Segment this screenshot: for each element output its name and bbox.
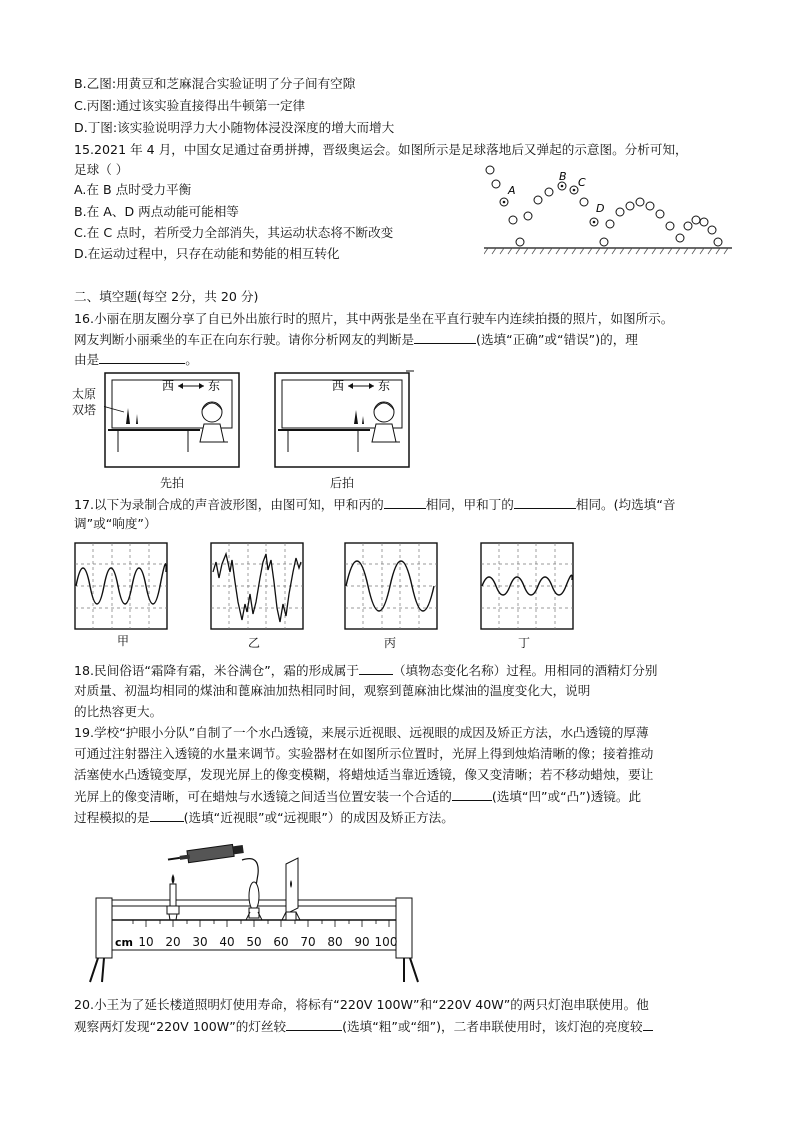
q14-option-d: D.丁图:该实验说明浮力大小随物体浸没深度的增大而增大 (74, 120, 395, 135)
blank (150, 807, 184, 822)
waveform-bing (344, 542, 438, 630)
ruler-tick: 100 (374, 935, 398, 949)
bouncing-ball-figure (484, 164, 736, 258)
q17-line1: 17.以下为录制合成的声音波形图，由图可知，甲和丙的 相同，甲和丁的 相同。(均选填“音 (74, 494, 675, 515)
q18-line1: 18.民间俗语“霜降有霜，米谷满仓”，霜的形成属于 （填物态变化名称）过程。用相同的酒精灯分别 (74, 660, 657, 681)
section-2-heading: 二、填空题(每空 2分，共 20 分) (74, 289, 259, 304)
waveform-label-ding: 丁 (518, 636, 531, 650)
q20-line1: 20.小王为了延长楼道照明灯使用寿命，将标有“220V 100W”和“220V 40W”的两只灯泡串联使用。他 (74, 997, 649, 1012)
point-b-label: B (559, 170, 567, 183)
q14-option-c: C.丙图:通过该实验直接得出牛顿第一定律 (74, 98, 306, 113)
blank (286, 1016, 342, 1031)
candle (167, 874, 179, 920)
q19-line4: 光屏上的像变清晰，可在蜡烛与水透镜之间适当位置安装一个合适的 (选填“凹”或“凸”)透镜。此 (74, 786, 641, 807)
q15-stem-line2: 足球（ ） (74, 162, 129, 177)
ruler-tick: 20 (165, 935, 181, 949)
waveform-label-jia: 甲 (117, 634, 130, 648)
q15-option-c: C.在 C 点时，若所受力全部消失，其运动状态将不断改变 (74, 225, 394, 240)
q18-line2: 对质量、初温均相同的煤油和蓖麻油加热相同时间，观察到蓖麻油比煤油的温度变化大，说明 (74, 683, 591, 698)
q16-line1: 16.小丽在朋友圈分享了自已外出旅行时的照片，其中两张是坐在平直行驶车内连续拍摄的照片，如图所示。 (74, 311, 674, 326)
photo-first (104, 372, 240, 468)
east-label: 东 (378, 379, 391, 393)
point-d-label: D (596, 202, 605, 215)
west-label: 西 (332, 379, 345, 393)
waveform-yi (210, 542, 304, 630)
light-screen (282, 858, 300, 920)
q16-line3: 由是 。 (74, 349, 198, 370)
ruler-tick: 10 (138, 935, 154, 949)
blank (452, 786, 492, 801)
ruler-tick: 50 (246, 935, 262, 949)
q14-option-b: B.乙图:用黄豆和芝麻混合实验证明了分子间有空隙 (74, 76, 356, 91)
west-label: 西 (162, 379, 175, 393)
photo-second (274, 370, 414, 468)
east-label: 东 (208, 379, 221, 393)
q15-option-a: A.在 B 点时受力平衡 (74, 182, 192, 197)
q19-line5: 过程模拟的是 (选填“近视眼”或“远视眼”）的成因及矫正方法。 (74, 807, 454, 828)
q16-line2: 网友判断小丽乘坐的车正在向东行驶。请你分析网友的判断是 (选填“正确”或“错误”)的，理 (74, 329, 638, 350)
caption-first: 先拍 (160, 476, 185, 490)
waveform-label-bing: 丙 (384, 636, 397, 650)
blank (384, 494, 426, 509)
ruler-tick: 70 (300, 935, 316, 949)
caption-second: 后拍 (330, 476, 355, 490)
blank (514, 494, 576, 509)
ruler-unit: cm (115, 936, 133, 949)
q15-option-d: D.在运动过程中，只存在动能和势能的相互转化 (74, 246, 340, 261)
blank (414, 329, 476, 344)
waveform-ding (480, 542, 574, 630)
q15-stem-line1: 15.2021 年 4 月，中国女足通过奋勇拼搏，晋级奥运会。如图所示是足球落地后又弹起的示意图。分析可知， (74, 142, 688, 157)
blank (99, 349, 185, 364)
ruler-tick: 80 (327, 935, 343, 949)
blank (359, 660, 393, 675)
optical-bench-figure (82, 834, 422, 984)
point-c-label: C (578, 176, 586, 189)
ruler-tick: 60 (273, 935, 289, 949)
blank (643, 1016, 653, 1031)
ruler-tick: 30 (192, 935, 208, 949)
q18-line3: 的比热容更大。 (74, 704, 163, 719)
q19-line2: 可通过注射器注入透镜的水量来调节。实验器材在如图所示位置时，光屏上得到烛焰清晰的像；接着推动 (74, 746, 654, 761)
syringe (167, 843, 244, 865)
waveform-jia (74, 542, 168, 630)
tower-label: 太原 双塔 (72, 387, 97, 417)
q15-option-b: B.在 A、D 两点动能可能相等 (74, 204, 239, 219)
waveform-label-yi: 乙 (248, 636, 261, 650)
point-a-label: A (508, 184, 516, 197)
q19-line3: 活塞使水凸透镜变厚，发现光屏上的像变模糊，将蜡烛适当靠近透镜，像又变清晰；若不移动蜡烛，要让 (74, 767, 654, 782)
ruler-tick: 90 (354, 935, 370, 949)
q17-line2: 调”或“响度”） (74, 516, 157, 531)
ruler-tick: 40 (219, 935, 235, 949)
q19-line1: 19.学校“护眼小分队”自制了一个水凸透镜，来展示近视眼、远视眼的成因及矫正方法，水凸透镜的厚薄 (74, 725, 649, 740)
q20-line2: 观察两灯发现“220V 100W”的灯丝较 (选填“粗”或“细”)，二者串联使用时，该灯泡的亮度较 (74, 1016, 653, 1037)
